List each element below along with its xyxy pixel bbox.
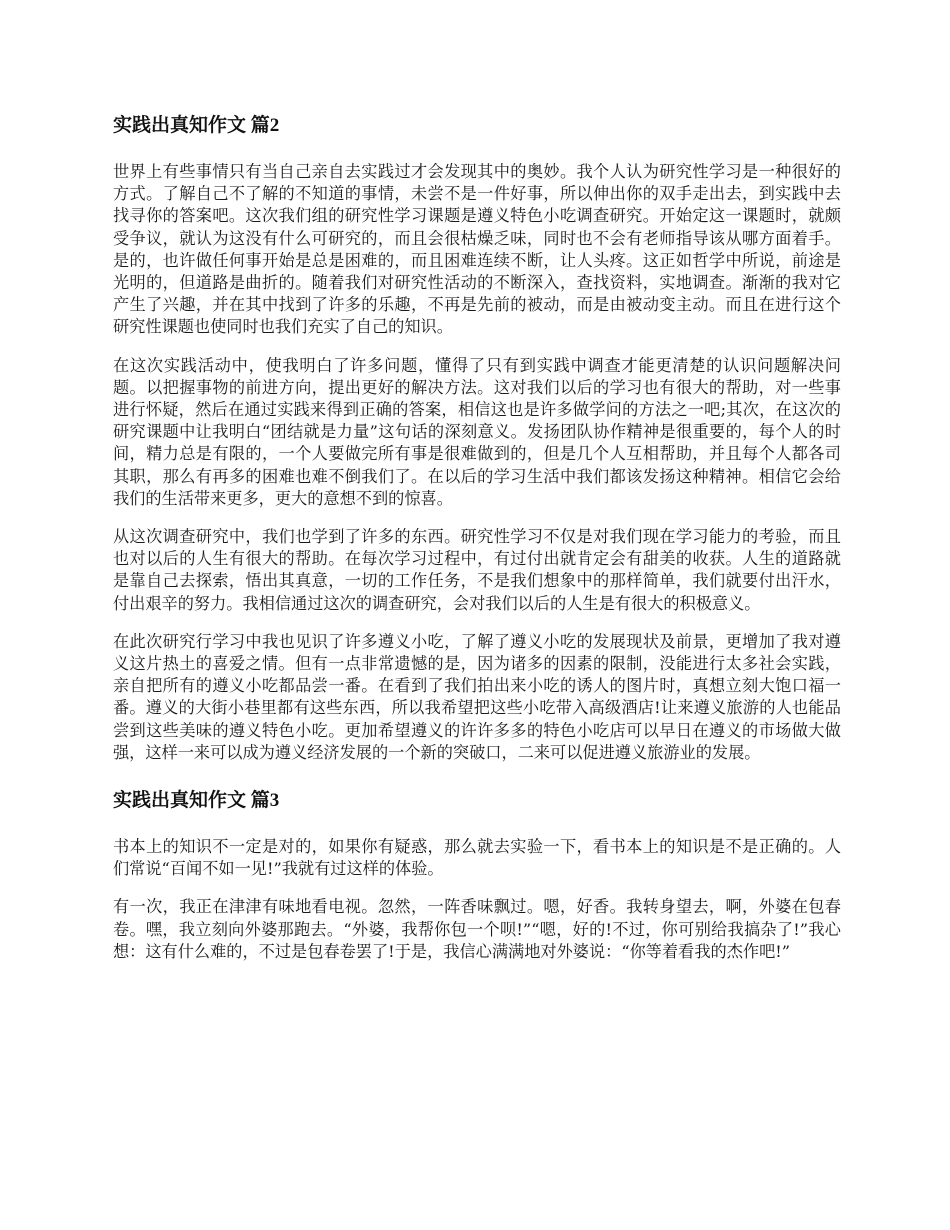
paragraph: 世界上有些事情只有当自己亲自去实践过才会发现其中的奥妙。我个人认为研究性学习是一种很好的方式。了解自己不了解的不知道的事情，未尝不是一件好事，所以伸出你的双手走出去，到实践中去找寻你的答案吧。这次我们组的研究性学习课题是遵义特色小吃调查研究。开始定这一课题时，就颇受争议，就认为这没有什么可研究的，而且会很枯燥乏味，同时也不会有老师指导该从哪方面着手。是的，也许做任何事开始是总是困难的，而且困难连续不断，让人头疼。这正如哲学中所说，前途是光明的，但道路是曲折的。随着我们对研究性活动的不断深入，查找资料，实地调查。渐渐的我对它产生了兴趣，并在其中找到了许多的乐趣，不再是先前的被动，而是由被动变主动。而且在进行这个研究性课题也使同时也我们充实了自己的知识。 [113,162,841,337]
section-title: 实践出真知作文 篇2 [113,115,280,136]
document-page [113,113,841,979]
paragraph: 书本上的知识不一定是对的，如果你有疑惑，那么就去实验一下，看书本上的知识是不是正确的。人们常说“百闻不如一见!”我就有过这样的体验。 [113,837,841,879]
section-title: 实践出真知作文 篇3 [113,790,280,812]
section-spacer [113,780,841,788]
paragraph: 从这次调查研究中，我们也学到了许多的东西。研究性学习不仅是对我们现在学习能力的考验，而且也对以后的人生有很大的帮助。在每次学习过程中，有过付出就肯定会有甜美的收获。人生的道路就是靠自己去探索，悟出其真意，一切的工作任务，不是我们想象中的那样简单，我们就要付出汗水，付出艰辛的努力。我相信通过这次的调查研究，会对我们以后的人生是有很大的积极意义。 [113,527,841,613]
paragraph: 在这次实践活动中，使我明白了许多问题，懂得了只有到实践中调查才能更清楚的认识问题解决问题。以把握事物的前进方向，提出更好的解决方法。这对我们以后的学习也有很大的帮助，对一些事进行怀疑，然后在通过实践来得到正确的答案，相信这也是许多做学问的方法之一吧;其次，在这次的研究课题中让我明白“团结就是力量”这句话的深刻意义。发扬团队协作精神是很重要的，每个人的时间，精力总是有限的，一个人要做完所有事是很难做到的，但是几个人互相帮助，并且每个人都各司其职，那么有再多的困难也难不倒我们了。在以后的学习生活中我们都该发扬这种精神。相信它会给我们的生活带来更多，更大的意想不到的惊喜。 [113,355,841,508]
paragraph: 有一次，我正在津津有味地看电视。忽然，一阵香味飘过。嗯，好香。我转身望去，啊，外婆在包春卷。嘿，我立刻向外婆那跑去。“外婆，我帮你包一个呗!”“嗯，好的!不过，你可别给我搞杂了!”我心想：这有什么难的，不过是包春卷罢了!于是，我信心满满地对外婆说：“你等着看我的杰作吧!” [113,897,841,961]
paragraph: 在此次研究行学习中我也见识了许多遵义小吃，了解了遵义小吃的发展现状及前景，更增加了我对遵义这片热土的喜爱之情。但有一点非常遗憾的是，因为诸多的因素的限制，没能进行太多社会实践，亲自把所有的遵义小吃都品尝一番。在看到了我们拍出来小吃的诱人的图片时，真想立刻大饱口福一番。遵义的大街小巷里都有这些东西，所以我希望把这些小吃带入高级酒店!让来遵义旅游的人也能品尝到这些美味的遵义特色小吃。更加希望遵义的许许多多的特色小吃店可以早日在遵义的市场做大做强，这样一来可以成为遵义经济发展的一个新的突破口，二来可以促进遵义旅游业的发展。 [113,631,841,762]
